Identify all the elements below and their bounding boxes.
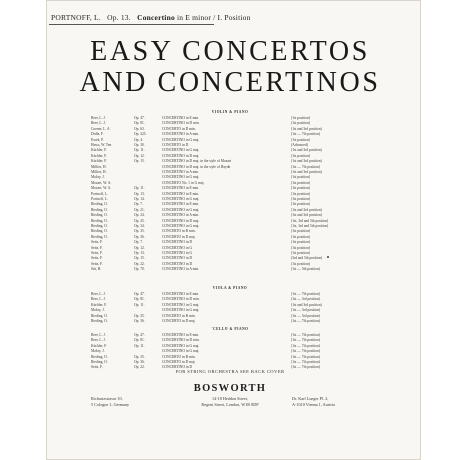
catalog-row	[0, 246, 460, 251]
catalog-row	[0, 344, 460, 349]
row-work-title: CONCERTINO in G maj.	[162, 343, 200, 348]
publisher-name: BOSWORTH	[193, 383, 267, 394]
row-position: (1st — 7th position)	[291, 338, 321, 343]
header-work: Concertino	[137, 13, 175, 22]
row-position: (1st, 3rd and 5th position)	[291, 218, 329, 223]
row-work-title: CONCERTINO in A min.	[162, 132, 200, 137]
row-composer: Rieding, O.	[91, 234, 108, 239]
row-opus: Op. 47.	[134, 333, 145, 337]
row-work-title: CONCERTINO in D min.	[162, 297, 200, 302]
row-work-title: CONCERTO in D	[162, 143, 189, 147]
row-composer: Drdla, F.	[91, 132, 104, 137]
row-composer: Huws, W. Ten	[91, 143, 112, 147]
row-position: (1st — 7th position)	[291, 132, 321, 137]
catalog-row	[0, 154, 460, 159]
row-work-title: CONCERTINO in A min.	[162, 170, 200, 174]
row-position: (1st and 3rd position)	[291, 126, 322, 131]
address-line: 14-18 Heddon Street,	[212, 396, 248, 401]
row-composer: Küchler, F.	[91, 302, 107, 307]
catalog-row	[0, 121, 460, 126]
row-position: (1st — 3rd position)	[291, 308, 321, 313]
row-composer: Essek, P.	[91, 137, 104, 142]
row-composer: Rieding, O.	[91, 202, 108, 207]
row-opus: Op. 15.	[134, 159, 145, 164]
row-work-title: CONCERTO in D min.	[162, 126, 196, 131]
row-opus: Op. 22.	[134, 261, 145, 266]
row-opus: Op. 11.	[134, 343, 145, 348]
page-header	[51, 13, 251, 22]
row-composer: Sitt, H.	[91, 267, 102, 272]
row-composer: Küchler, F.	[91, 148, 107, 153]
row-composer: Seitz, F.	[91, 240, 103, 245]
row-work-title: CONCERTINO in G maj.	[162, 349, 200, 354]
row-position: (1st, 3rd and 5th position)	[291, 224, 329, 228]
row-position: (1st position)	[291, 116, 311, 120]
row-opus: Op. 81.	[134, 121, 145, 126]
row-opus: Op. 34.	[134, 224, 145, 228]
catalog-row	[0, 355, 460, 360]
row-work-title: CONCERTINO in G maj.	[162, 302, 200, 307]
row-position: (3rd and 5th position)	[291, 256, 323, 261]
catalog-row	[0, 148, 460, 153]
main-title-line-1: EASY CONCERTOS	[90, 36, 370, 67]
row-position: (1st — 7th position)	[291, 292, 321, 296]
catalog-row	[0, 349, 460, 354]
catalog-row	[0, 262, 460, 267]
catalog-row	[0, 360, 460, 365]
row-opus: Op. 11.	[134, 302, 145, 307]
row-position: (1st position)	[291, 153, 311, 158]
row-position: (1st position)	[291, 197, 311, 201]
catalog-row	[0, 202, 460, 207]
catalog-row	[0, 319, 460, 324]
catalog-row	[0, 170, 460, 175]
address-vienna	[292, 396, 335, 408]
row-opus: Op. 13.	[134, 251, 145, 255]
row-composer: Rieding, O.	[91, 360, 108, 364]
row-opus: Op. 81.	[134, 338, 145, 343]
row-composer: Rieding, O.	[91, 229, 108, 234]
catalog-row	[0, 138, 460, 143]
row-composer: Mokry, J.	[91, 349, 105, 354]
catalog-row	[0, 159, 460, 164]
row-composer: Küchler, F.	[91, 343, 107, 348]
row-composer: Beer, L. J.	[91, 292, 106, 296]
paper-speck	[327, 256, 329, 258]
row-work-title: CONCERTINO in D	[162, 365, 193, 370]
catalog-row	[0, 175, 460, 180]
row-opus: Op. 63.	[134, 126, 145, 131]
row-work-title: CONCERTINO in D min.	[162, 338, 200, 343]
row-work-title: CONCERTINO in E min.	[162, 333, 200, 337]
address-line: Regent Street, London, W1R 8DP	[201, 401, 259, 407]
header-key: in E minor / I. Position	[176, 13, 251, 22]
row-position: (1st position)	[291, 186, 311, 191]
catalog-row	[0, 308, 460, 313]
row-position: (1st position)	[291, 191, 311, 196]
catalog-row	[0, 208, 460, 213]
row-work-title: CONCERTINO in D min.	[162, 121, 200, 126]
row-position: (1st position)	[291, 229, 311, 234]
row-position: (1st position)	[291, 137, 311, 142]
row-composer: Beer, L. J.	[91, 333, 106, 337]
catalog-row	[0, 267, 460, 272]
catalog-row	[0, 181, 460, 186]
row-opus: Op. 36.	[134, 360, 145, 364]
row-composer: Rieding, O.	[91, 313, 108, 318]
row-position: (1st — 5th position)	[291, 267, 321, 272]
row-work-title: CONCERTO No. 1 in G maj.	[162, 180, 205, 185]
row-position: (Advanced)	[291, 143, 308, 147]
catalog-row	[0, 235, 460, 240]
catalog-row	[0, 192, 460, 197]
row-opus: Op. 7.	[134, 202, 143, 207]
row-work-title: CONCERTINO in G maj.	[162, 148, 200, 153]
row-position: (1st — 7th position)	[291, 319, 321, 323]
row-work-title: CONCERTINO in E min.	[162, 116, 200, 120]
string-orchestra-note: FOR STRING ORCHESTRA SEE BACK COVER	[175, 369, 285, 374]
header-opus: Op. 13.	[107, 13, 131, 22]
row-opus: Op. 4.	[134, 137, 143, 142]
row-opus: Op. 225.	[134, 132, 147, 137]
row-work-title: CONCERTINO in D	[162, 261, 193, 266]
catalog-row	[0, 314, 460, 319]
row-position: (1st and 3rd position)	[291, 148, 322, 153]
row-position: (1st — 7th position)	[291, 164, 321, 169]
catalog-row	[0, 186, 460, 191]
row-opus: Op. 35.	[134, 354, 145, 359]
row-opus: Op. 35.	[134, 229, 145, 234]
row-work-title: CONCERTINO in E min.	[162, 292, 200, 296]
catalog-row	[0, 229, 460, 234]
row-composer: Küchler, F.	[91, 153, 107, 158]
row-position: (1st and 3rd position)	[291, 207, 322, 212]
address-line: 5 Cologne 1, Germany	[91, 401, 130, 407]
row-composer: Coerne, L. A.	[91, 126, 111, 131]
row-composer: Rieding, O.	[91, 224, 108, 228]
row-position: (1st position)	[291, 202, 311, 207]
row-position: (1st position)	[291, 121, 311, 126]
row-composer: Mozart, W. A.	[91, 180, 112, 185]
row-work-title: CONCERTINO in G maj.	[162, 197, 200, 201]
row-work-title: CONCERTINO in G maj.	[162, 224, 200, 228]
header-composer: PORTNOFF, L.	[51, 13, 101, 22]
catalog-row	[0, 132, 460, 137]
catalog-row	[0, 256, 460, 261]
row-opus: Op. 13.	[134, 191, 145, 196]
row-composer: Mozart, W. A.	[91, 186, 112, 191]
catalog-row	[0, 303, 460, 308]
row-composer: Beer, L. J.	[91, 121, 106, 126]
row-opus: Op. 7.	[134, 240, 143, 245]
row-position: (1st and 3rd position)	[291, 213, 322, 218]
row-opus: Op. 81.	[134, 297, 145, 302]
section-heading-violin: VIOLIN & PIANO	[211, 110, 249, 114]
row-position: (1st position)	[291, 240, 311, 245]
row-position: (1st position)	[291, 234, 311, 239]
row-position: (1st — 7th position)	[291, 360, 321, 364]
catalog-row	[0, 116, 460, 121]
row-position: (1st position)	[291, 251, 311, 255]
catalog-row	[0, 213, 460, 218]
row-position: (1st — 7th position)	[291, 333, 321, 337]
row-work-title: CONCERTINO in D maj.	[162, 218, 200, 223]
row-position: (1st — 3rd position)	[291, 297, 321, 302]
row-composer: Seitz, F.	[91, 256, 103, 261]
row-composer: Mokry, J.	[91, 308, 105, 313]
catalog-row	[0, 292, 460, 297]
row-work-title: CONCERTINO in G maj.	[162, 207, 200, 212]
row-work-title: CONCERTINO in G maj.	[162, 137, 200, 142]
catalog-row	[0, 251, 460, 256]
row-opus: Op. 36.	[134, 234, 145, 239]
catalog-row	[0, 127, 460, 132]
row-position: (1st — 7th position)	[291, 354, 321, 359]
row-position: (1st position)	[291, 180, 311, 185]
row-work-title: CONCERTO in B min.	[162, 313, 196, 318]
catalog-row	[0, 165, 460, 170]
row-composer: Rieding, O.	[91, 354, 108, 359]
address-line: Dr. Karl Lueger Pl. 2,	[292, 396, 329, 401]
row-position: (1st and 3rd position)	[291, 302, 322, 307]
row-work-title: CONCERTO in B min.	[162, 229, 196, 234]
row-composer: Seitz, F.	[91, 261, 103, 266]
row-composer: Portnoff, L.	[91, 197, 108, 201]
row-composer: Beer, L. J.	[91, 116, 106, 120]
row-position: (1st position)	[291, 245, 311, 250]
row-opus: Op. 30.	[134, 143, 145, 147]
row-composer: Rieding, O.	[91, 213, 108, 218]
catalog-row	[0, 297, 460, 302]
row-opus: Op. 15.	[134, 256, 145, 261]
row-composer: Rieding, O.	[91, 319, 108, 323]
row-opus: Op. 24.	[134, 213, 145, 218]
row-work-title: CONCERTINO in E min.	[162, 191, 200, 196]
row-position: (1st and 3rd position)	[291, 170, 322, 174]
row-opus: Op. 47.	[134, 292, 145, 296]
section-heading-cello: 'CELLO & PIANO	[211, 327, 249, 331]
row-opus: Op. 14.	[134, 197, 145, 201]
row-composer: Rieding, O.	[91, 218, 108, 223]
row-work-title: CONCERTINO in A min.	[162, 213, 200, 218]
address-london	[0, 396, 460, 408]
row-composer: Seitz, F.	[91, 365, 103, 370]
row-work-title: CONCERTO in D maj.	[162, 319, 196, 323]
row-composer: Beer, L. J.	[91, 338, 106, 343]
row-work-title: CONCERTINO in A min.	[162, 267, 200, 272]
row-position: (1st — 7th position)	[291, 349, 321, 354]
row-work-title: CONCERTINO in E min.	[162, 202, 200, 207]
row-position: (1st and 3rd position)	[291, 159, 322, 164]
row-opus: Op. 11.	[134, 148, 145, 153]
row-work-title: CONCERTINO in D	[162, 256, 193, 261]
catalog-row	[0, 197, 460, 202]
row-work-title: CONCERTINO in G maj.	[162, 175, 200, 180]
main-title-line-2: AND CONCERTINOS	[79, 67, 381, 98]
address-line: Richartzstrasse 10,	[91, 396, 123, 401]
row-work-title: CONCERTO in D maj.	[162, 234, 196, 239]
row-position: (1st position)	[291, 175, 311, 180]
row-opus: Op. 11.	[134, 186, 145, 191]
row-composer: Mokry, J.	[91, 175, 105, 180]
header-rule	[49, 24, 214, 25]
row-composer: Portnoff, L.	[91, 191, 108, 196]
address-line: A-1010 Vienna 1, Austria	[292, 401, 335, 407]
row-composer: Küchler, F.	[91, 159, 107, 164]
row-work-title: CONCERTINO in D maj. in the style of Mozart	[162, 159, 232, 164]
row-opus: Op. 25.	[134, 218, 145, 223]
row-work-title: CONCERTINO in D	[162, 240, 193, 245]
catalog-row	[0, 338, 460, 343]
row-composer: Seitz, F.	[91, 245, 103, 250]
row-composer: Rieding, O.	[91, 207, 108, 212]
row-position: (1st position)	[291, 261, 311, 266]
row-opus: Op. 21.	[134, 207, 145, 212]
row-opus: Op. 36.	[134, 319, 145, 323]
row-composer: Beer, L. J.	[91, 297, 106, 302]
section-heading-viola: VIOLA & PIANO	[212, 286, 248, 290]
catalog-row	[0, 240, 460, 245]
row-work-title: CONCERTO in D maj.	[162, 360, 196, 364]
row-position: (1st — 7th position)	[291, 343, 321, 348]
row-opus: Op. 12.	[134, 153, 145, 158]
row-opus: Op. 22.	[134, 365, 145, 370]
row-work-title: CONCERTINO in D maj. in the style of Haydn	[162, 164, 231, 169]
catalog-row	[0, 224, 460, 229]
row-composer: Seitz, F.	[91, 251, 103, 255]
row-work-title: CONCERTINO in G maj.	[162, 308, 200, 313]
row-composer: Millies, H.	[91, 170, 107, 174]
row-opus: Op. 70.	[134, 267, 145, 272]
row-work-title: CONCERTINO in E min.	[162, 186, 200, 191]
row-work-title: CONCERTINO in G	[162, 245, 193, 250]
row-work-title: CONCERTO in B min.	[162, 354, 196, 359]
catalog-row	[0, 143, 460, 148]
row-opus: Op. 12.	[134, 245, 145, 250]
row-work-title: CONCERTINO in D maj.	[162, 153, 200, 158]
row-opus: Op. 35.	[134, 313, 145, 318]
catalog-row	[0, 333, 460, 338]
row-work-title: CONCERTINO in G	[162, 251, 193, 255]
row-opus: Op. 47.	[134, 116, 145, 120]
row-composer: Millies, H.	[91, 164, 107, 169]
row-position: (1st — 7th position)	[291, 365, 321, 370]
row-position: (1st — 3rd position)	[291, 313, 321, 318]
catalog-row	[0, 219, 460, 224]
